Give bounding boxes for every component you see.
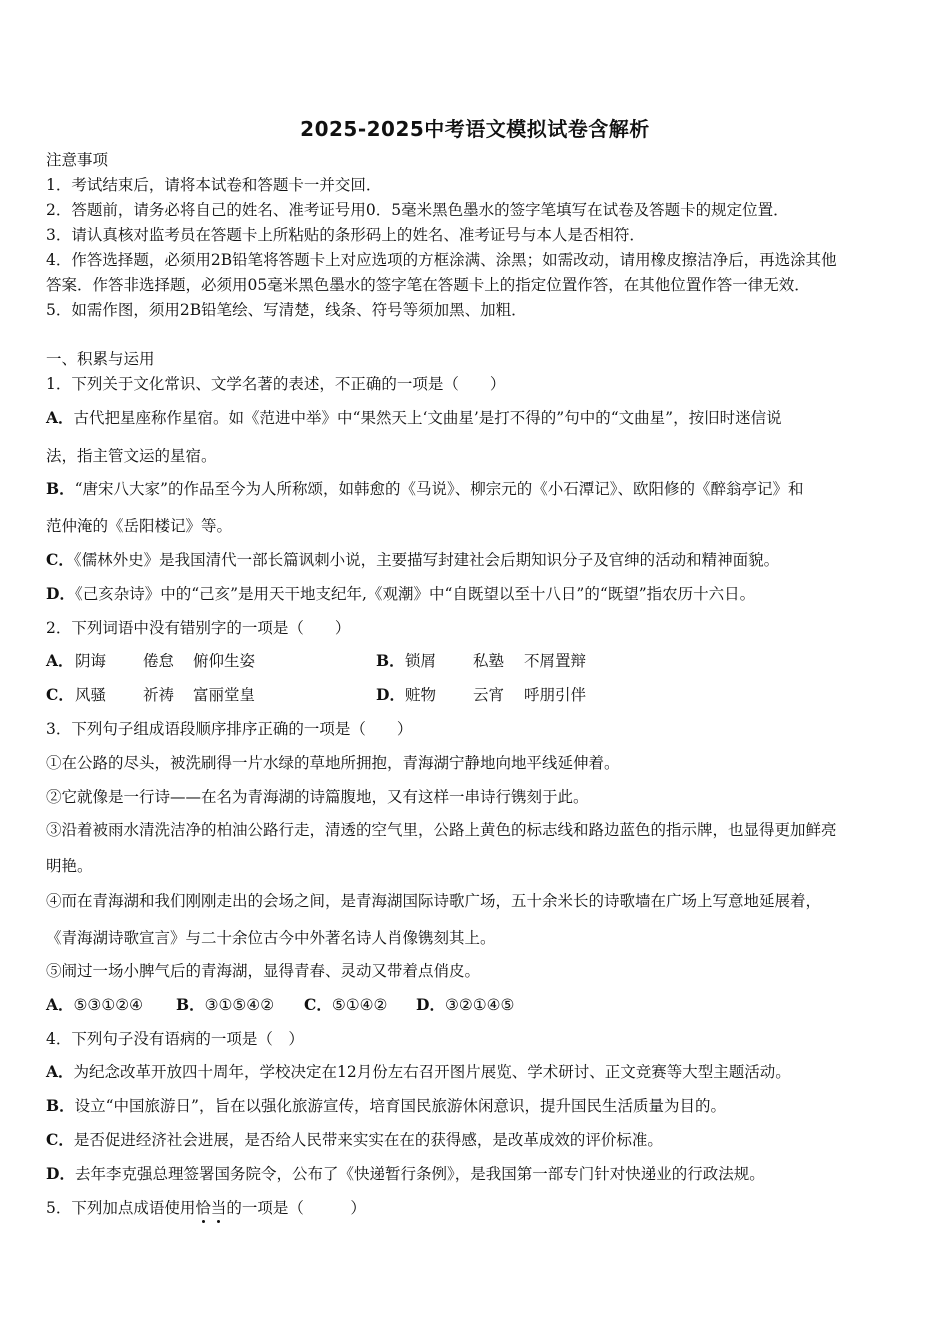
q2-option-d-word: 呼朋引伴	[524, 686, 587, 704]
option-text: 为纪念改革开放四十周年，学校决定在12月份左右召开图片展览、学术研讨、正文竞赛等大型主题活动。	[73, 1063, 791, 1081]
q4-option-c	[46, 1130, 663, 1150]
q4-option-a	[46, 1062, 791, 1082]
notice-item: 答案．作答非选择题，必须用05毫米黑色墨水的签字笔在答题卡上的指定位置作答，在其他位置作答一律无效．	[46, 276, 810, 294]
option-label: C．	[304, 995, 332, 1014]
option-text: ⑤③①②④	[73, 996, 144, 1014]
option-text: “唐宋八大家”的作品至今为人所称颂，如韩愈的《马说》、柳宗元的《小石潭记》、欧阳修的《醉翁亭记》和	[74, 480, 804, 498]
q3-sentence-cont: 《青海湖诗歌宣言》与二十余位古今中外著名诗人肖像镌刻其上。	[46, 929, 496, 947]
q2-option-b-word: 私塾	[473, 652, 505, 670]
q2-option-c-label: C．	[46, 685, 74, 704]
q2-option-c-word: 风骚	[75, 686, 107, 704]
option-text: ⑤①④②	[331, 996, 388, 1014]
notice-item: 3．请认真核对监考员在答题卡上所粘贴的条形码上的姓名、准考证号与本人是否相符．	[46, 226, 645, 244]
emphasis-dotted-char: 当	[210, 1199, 227, 1217]
q5-stem-pre: 5．下列加点成语使用	[46, 1199, 196, 1217]
option-label: D．	[46, 1164, 75, 1183]
q2-option-b-word: 锁屑	[405, 652, 437, 670]
q3-sentence: ③沿着被雨水清洗洁净的柏油公路行走，清透的空气里，公路上黄色的标志线和路边蓝色的指示牌，也显得更加鲜亮	[46, 821, 837, 839]
q3-sentence: ①在公路的尽头，被洗刷得一片水绿的草地所拥抱，青海湖宁静地向地平线延伸着。	[46, 754, 620, 772]
section-heading: 一、积累与运用	[46, 350, 155, 368]
q3-sentence-cont: 明艳。	[46, 857, 93, 875]
q3-option-b	[176, 995, 274, 1015]
q1-option-b-cont: 范仲淹的《岳阳楼记》等。	[46, 517, 233, 535]
q2-option-a-word: 倦怠	[143, 652, 175, 670]
option-label: A．	[46, 408, 74, 427]
q3-option-d	[416, 995, 514, 1015]
q2-option-d-label: D．	[376, 685, 405, 704]
option-label: D．	[46, 584, 75, 603]
q2-option-b-word: 不屑置辩	[524, 652, 587, 670]
question-3-stem: 3．下列句子组成语段顺序排序正确的一项是（ ）	[46, 720, 413, 738]
q3-option-a	[46, 995, 143, 1015]
q2-option-b-label: B．	[376, 651, 405, 670]
q2-option-a-label: A．	[46, 651, 74, 670]
option-text: 《己亥杂诗》中的“己亥”是用天干地支纪年,《观潮》中“自既望以至十八日”的“既望”指农历十六日。	[74, 585, 756, 603]
emphasis-dotted-char: 恰	[195, 1199, 211, 1217]
q3-sentence: ②它就像是一行诗——在名为青海湖的诗篇腹地，又有这样一串诗行镌刻于此。	[46, 788, 589, 806]
q2-option-d-word: 云宵	[473, 686, 505, 704]
q1-option-c	[46, 550, 779, 570]
notice-item: 4．作答选择题，必须用2B铅笔将答题卡上对应选项的方框涂满、涂黑；如需改动，请用橡皮擦洁净后，再选涂其他	[46, 251, 837, 269]
q1-option-d	[46, 584, 755, 604]
option-text: ③①⑤④②	[204, 996, 275, 1014]
option-label: C．	[46, 1130, 74, 1149]
notice-heading: 注意事项	[46, 151, 109, 169]
q5-stem-post: 的一项是（ ）	[226, 1199, 366, 1217]
question-1-stem: 1．下列关于文化常识、文学名著的表述，不正确的一项是（ ）	[46, 375, 506, 393]
q3-option-c	[304, 995, 387, 1015]
option-label: C．	[46, 550, 74, 569]
q3-sentence: ④而在青海湖和我们刚刚走出的会场之间，是青海湖国际诗歌广场，五十余米长的诗歌墙在广场上写意地延展着，	[46, 892, 822, 910]
question-2-stem: 2．下列词语中没有错别字的一项是（ ）	[46, 619, 351, 637]
option-text: 去年李克强总理签署国务院令，公布了《快递暂行条例》，是我国第一部专门针对快递业的行政法规。	[74, 1165, 765, 1183]
q2-option-d-word: 赃物	[405, 686, 437, 704]
q4-option-d	[46, 1164, 765, 1184]
notice-item: 1．考试结束后，请将本试卷和答题卡一并交回．	[46, 176, 382, 194]
q2-option-c-word: 富丽堂皇	[193, 686, 256, 704]
option-label: A．	[46, 995, 74, 1014]
question-5-stem	[46, 1198, 366, 1218]
option-label: A．	[46, 1062, 74, 1081]
notice-item: 5．如需作图，须用2B铅笔绘、写清楚，线条、符号等须加黑、加粗．	[46, 301, 527, 319]
option-text: 设立“中国旅游日”，旨在以强化旅游宣传，培育国民旅游休闲意识，提升国民生活质量为目的。	[74, 1097, 726, 1115]
notice-item: 2．答题前，请务必将自己的姓名、准考证号用0．5毫米黑色墨水的签字笔填写在试卷及答题卡的规定位置．	[46, 201, 789, 219]
q1-option-a	[46, 408, 782, 428]
q4-option-b	[46, 1096, 726, 1116]
q2-option-a-word: 阴诲	[75, 652, 107, 670]
option-label: B．	[176, 995, 205, 1014]
q2-option-a-word: 俯仰生姿	[193, 652, 256, 670]
option-text: ③②①④⑤	[444, 996, 515, 1014]
option-label: D．	[416, 995, 445, 1014]
option-text: 《儒林外史》是我国清代一部长篇讽刺小说，主要描写封建社会后期知识分子及官绅的活动和精神面貌。	[73, 551, 780, 569]
option-text: 古代把星座称作星宿。如《范进中举》中“果然天上‘文曲星’是打不得的”句中的“文曲星”，按旧时迷信说	[73, 409, 782, 427]
option-label: B．	[46, 479, 75, 498]
exam-title: 2025-2025中考语文模拟试卷含解析	[300, 117, 650, 141]
q1-option-a-cont: 法，指主管文运的星宿。	[46, 447, 217, 465]
option-label: B．	[46, 1096, 75, 1115]
q1-option-b	[46, 479, 803, 499]
option-text: 是否促进经济社会进展，是否给人民带来实实在在的获得感，是改革成效的评价标准。	[73, 1131, 663, 1149]
q3-sentence: ⑤闹过一场小脾气后的青海湖，显得青春、灵动又带着点俏皮。	[46, 962, 481, 980]
question-4-stem: 4．下列句子没有语病的一项是（ ）	[46, 1030, 304, 1048]
q2-option-c-word: 祈祷	[143, 686, 175, 704]
